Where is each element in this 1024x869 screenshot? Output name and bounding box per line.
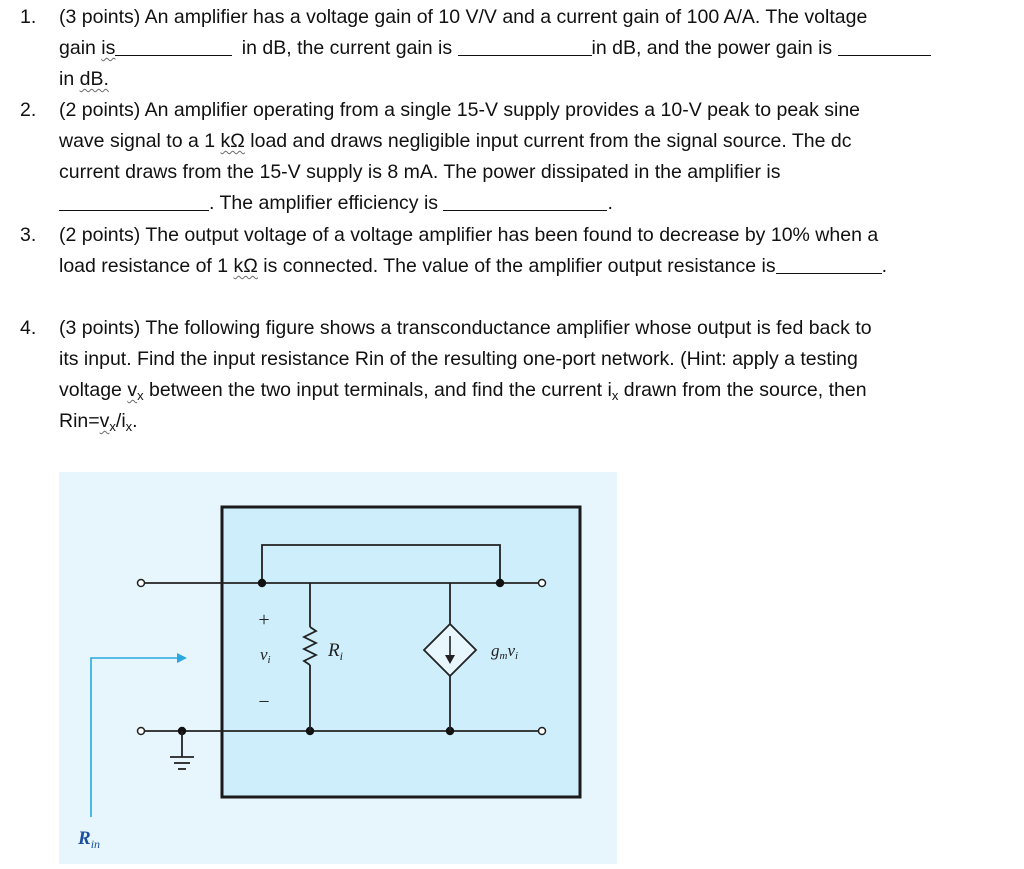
- answer-blank-current-gain[interactable]: [458, 35, 592, 56]
- plus-sign: +: [258, 609, 270, 631]
- rin-label: $R_{in}$: [78, 828, 101, 851]
- question-line: its input. Find the input resistance Rin of the resulting one-port network. (Hint: apply a testing: [59, 348, 858, 370]
- text-run: in: [59, 68, 80, 90]
- text-run: drawn from the source, then: [618, 379, 867, 401]
- text-run: .: [607, 192, 613, 214]
- question-line: (2 points) An amplifier operating from a single 15-V supply provides a 10-V peak to peak sine: [59, 99, 861, 121]
- text-run: v: [99, 410, 110, 432]
- question-number: 4.: [20, 317, 37, 339]
- text-run: kΩ: [220, 130, 245, 152]
- minus-sign: −: [258, 691, 270, 713]
- answer-blank-efficiency[interactable]: [443, 190, 607, 211]
- text-run: load and draws negligible input current from the signal source. The dc: [244, 130, 852, 152]
- question-body: [59, 220, 887, 282]
- question-line: [59, 64, 931, 95]
- question-number: 3.: [20, 224, 37, 246]
- junction-dot: [258, 579, 266, 587]
- question-line: (3 points) An amplifier has a voltage gain of 10 V/V and a current gain of 100 A/A. The voltage: [59, 6, 868, 28]
- text-run: is: [101, 37, 116, 59]
- question-body: [59, 95, 860, 219]
- question-line: (2 points) The output voltage of a voltage amplifier has been found to decrease by 10% when a: [59, 224, 879, 246]
- question-line: [59, 406, 872, 437]
- question-body: [59, 313, 872, 437]
- text-run: gain: [59, 37, 102, 59]
- circuit-diagram: [59, 472, 617, 864]
- text-run: .: [132, 410, 138, 432]
- text-run: .: [881, 255, 888, 277]
- text-run: . The amplifier efficiency is: [209, 192, 444, 214]
- vx-symbol: [100, 410, 116, 432]
- subscript: x: [611, 388, 619, 403]
- input-terminal-top[interactable]: [138, 580, 145, 587]
- text-run: /i: [115, 410, 126, 432]
- text-run: kΩ: [233, 255, 258, 277]
- question-line: [59, 188, 860, 219]
- text-run: load resistance of 1: [59, 255, 234, 277]
- question-line: (3 points) The following figure shows a transconductance amplifier whose output is fed back to: [59, 317, 872, 339]
- subscript: x: [109, 419, 116, 434]
- text-run: v: [127, 379, 138, 401]
- question-line: current draws from the 15-V supply is 8 mA. The power dissipated in the amplifier is: [59, 161, 781, 183]
- subscript: x: [125, 419, 133, 434]
- subscript: x: [137, 388, 144, 403]
- answer-blank-power-gain[interactable]: [838, 35, 931, 56]
- text-run: between the two input terminals, and find the current i: [143, 379, 612, 401]
- text-run: in dB, the current gain is: [236, 37, 458, 59]
- text-run: in dB, and the power gain is: [591, 37, 838, 59]
- input-terminal-bottom[interactable]: [138, 728, 145, 735]
- text-run: wave signal to a 1: [59, 130, 221, 152]
- text-run: Rin=: [59, 410, 100, 432]
- answer-blank-output-resistance[interactable]: [776, 253, 882, 274]
- question-line: [59, 375, 872, 406]
- circuit-figure: [59, 472, 617, 864]
- question-line: [59, 251, 887, 282]
- output-terminal-bottom: [539, 728, 546, 735]
- vi-label: vi: [260, 645, 271, 666]
- question-number: 2.: [20, 99, 37, 121]
- text-run: voltage: [59, 379, 128, 401]
- output-terminal-top: [539, 580, 546, 587]
- answer-blank-power-dissipated[interactable]: [59, 190, 209, 211]
- question-line: [59, 33, 931, 64]
- question-body: [59, 2, 931, 95]
- question-line: [59, 126, 860, 157]
- amplifier-box: [222, 507, 580, 797]
- answer-blank-voltage-gain[interactable]: [115, 35, 232, 56]
- vx-symbol: [127, 379, 143, 401]
- ri-label: $R_i$: [328, 640, 343, 663]
- text-run: dB.: [79, 68, 109, 90]
- junction-dot: [496, 579, 504, 587]
- text-run: is connected. The value of the amplifier output resistance is: [257, 255, 776, 277]
- question-number: 1.: [20, 6, 37, 28]
- gm-vi-label: gmvi: [491, 641, 519, 662]
